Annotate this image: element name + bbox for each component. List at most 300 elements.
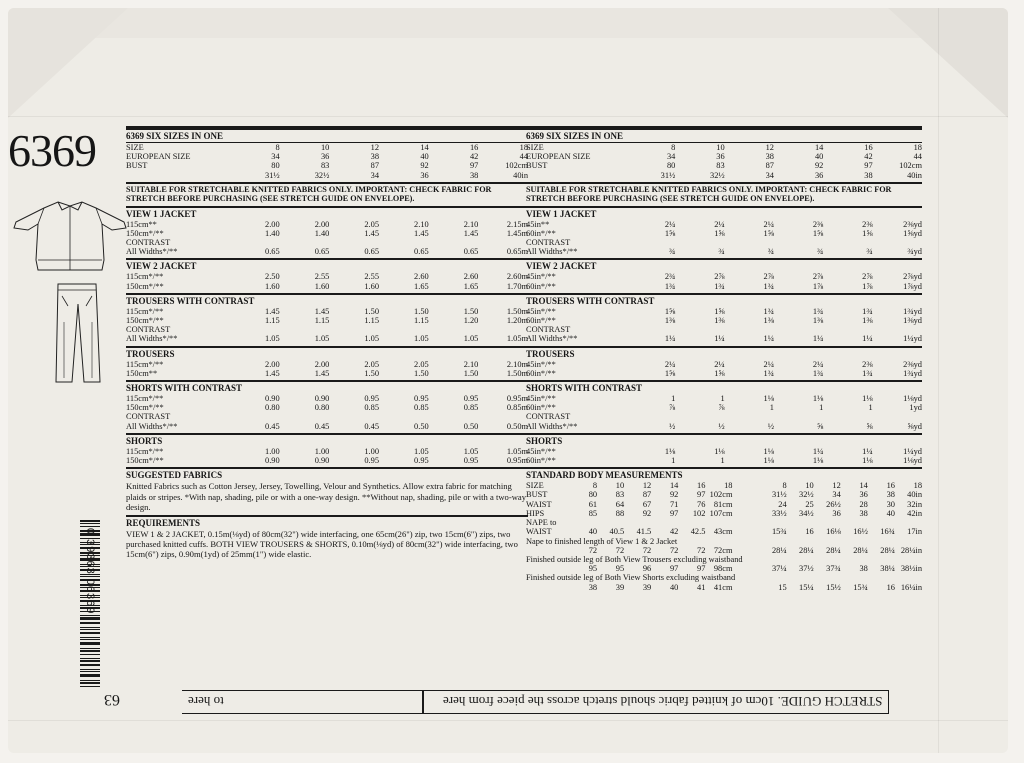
row-label: 60in*/** — [526, 228, 556, 238]
row-values — [626, 394, 922, 403]
row-values — [626, 229, 922, 238]
envelope-left-flap — [8, 8, 128, 118]
cell-value: 1⅝ — [862, 228, 873, 238]
cell-value: 28¼ — [826, 545, 841, 555]
cell-value: 0.95 — [414, 456, 429, 466]
table-row — [126, 307, 528, 316]
cell-value: 38 — [864, 170, 873, 180]
row-label: HIPS — [526, 508, 545, 518]
table-row — [526, 161, 922, 170]
table-row — [126, 272, 528, 281]
cell-value: 37¾ — [826, 564, 841, 574]
stretch-guide-text: STRETCH GUIDE. 10cm of knitted fabric should stretch across the piece from here — [442, 694, 882, 709]
cell-value: 38 — [765, 152, 774, 162]
section-title: SHORTS — [126, 433, 528, 447]
cell-value: 16¼in — [900, 582, 923, 592]
cell-value: 2⅜ — [812, 219, 824, 229]
cell-value: 1⅝ — [763, 228, 774, 238]
cell-value: 0.45 — [314, 421, 330, 431]
table-row — [526, 360, 922, 369]
cell-value: 1¾ — [664, 281, 676, 291]
cell-value: 1.15 — [414, 316, 429, 326]
cell-value: 95 — [588, 564, 598, 574]
cell-value: 0.50 — [414, 421, 429, 431]
cell-value: 8 — [782, 481, 787, 491]
cell-value: ⅝ — [817, 421, 824, 431]
cell-value: 40 — [588, 527, 598, 537]
row-label: BUST — [126, 161, 148, 171]
barcode-bar — [80, 658, 100, 659]
cell-value: 17in — [907, 527, 923, 537]
cell-value: 1.70m — [506, 281, 529, 291]
cell-value: 16½ — [853, 527, 868, 537]
cell-value: 67 — [642, 499, 652, 509]
row-values — [626, 161, 922, 170]
cell-value: 2.55 — [364, 272, 380, 282]
cell-value: 16 — [697, 481, 706, 491]
cell-value: 98cm — [713, 564, 733, 574]
row-values — [626, 422, 922, 431]
cell-value: 1.60 — [265, 281, 280, 291]
cell-value: 2⅞ — [862, 272, 873, 282]
section-title: TROUSERS WITH CONTRAST — [126, 293, 528, 307]
row-values — [626, 247, 922, 256]
cell-value: 40in — [513, 170, 529, 180]
cell-value: 41.5 — [636, 527, 652, 537]
stretch-guide-divider — [422, 691, 424, 713]
barcode-digits: 0 39363 06369 — [84, 528, 96, 615]
cell-value: 2⅜yd — [903, 359, 922, 369]
row-label: WAIST — [526, 527, 552, 537]
cell-value: 26½ — [826, 499, 841, 509]
cell-value: 0.50m — [506, 421, 529, 431]
barcode-bar — [80, 680, 100, 681]
row-values — [230, 334, 528, 343]
cell-value: 0.80 — [314, 403, 330, 413]
cell-value: 61 — [588, 499, 598, 509]
section-body — [126, 447, 528, 465]
cell-value: 2.00 — [265, 359, 280, 369]
cell-value: 1⅞yd — [903, 281, 922, 291]
section-title: TROUSERS WITH CONTRAST — [526, 293, 922, 307]
table-row — [526, 143, 922, 152]
barcode-bar — [80, 660, 100, 662]
cell-value: 28¼ — [799, 545, 814, 555]
cell-value: 2.10m — [506, 359, 529, 369]
cell-value: 0.90 — [265, 456, 280, 466]
barcode-bar — [80, 686, 100, 687]
cell-value: ½ — [718, 421, 725, 431]
cell-value: 1.45 — [463, 228, 479, 238]
row-label: 45in*/** — [526, 394, 556, 404]
cell-value: 34½ — [799, 508, 814, 518]
cell-value: 1.00 — [364, 446, 380, 456]
cell-value: 2.50 — [265, 272, 280, 282]
row-values — [230, 412, 528, 421]
cell-value: 1⅛ — [812, 456, 824, 466]
cell-value: 24 — [778, 499, 787, 509]
cell-value: 32½ — [314, 170, 330, 180]
cell-value: 36 — [859, 490, 868, 500]
cell-value: 1.45 — [414, 228, 429, 238]
cell-value: 2⅞ — [763, 272, 774, 282]
cell-value: 2.00 — [314, 219, 330, 229]
table-row — [526, 247, 922, 256]
cell-value: 97 — [669, 508, 679, 518]
cell-value: 71 — [669, 499, 679, 509]
cell-value: 1⅞ — [812, 281, 824, 291]
cell-value: 0.80 — [265, 403, 280, 413]
barcode-bar — [80, 523, 100, 524]
cell-value: 42.5 — [690, 527, 706, 537]
cell-value: 83 — [615, 490, 625, 500]
table-row — [126, 422, 528, 431]
cell-value: 1⅝ — [664, 228, 676, 238]
cell-value: 88 — [615, 508, 625, 518]
cell-value: 1.60 — [314, 281, 330, 291]
cell-value: 0.45 — [364, 421, 380, 431]
cell-value: 72 — [642, 545, 652, 555]
cell-value: 2⅜yd — [903, 219, 922, 229]
cell-value: 2⅜ — [862, 219, 873, 229]
row-label: 60in*/** — [526, 281, 556, 291]
cell-value: 72cm — [713, 545, 733, 555]
cell-value: 2.60 — [414, 272, 429, 282]
cell-value: 2.05 — [364, 359, 380, 369]
table-row — [126, 161, 528, 170]
cell-value: 10 — [805, 481, 814, 491]
row-label: All Widths*/** — [126, 421, 178, 431]
cell-value: 1¼yd — [903, 334, 922, 344]
cell-value: 0.85 — [414, 403, 429, 413]
table-row — [126, 171, 528, 180]
cell-value — [732, 546, 759, 555]
barcode-bar — [80, 642, 100, 645]
barcode-bar — [80, 669, 100, 670]
cell-value: 1¾yd — [903, 306, 922, 316]
table-row — [526, 325, 922, 334]
row-label: WAIST — [526, 499, 552, 509]
cell-value: 16 — [864, 143, 873, 152]
cell-value: 2¼ — [763, 359, 774, 369]
section-body — [526, 307, 922, 344]
cell-value: 2.10 — [463, 219, 479, 229]
cell-value: 81cm — [713, 499, 733, 509]
row-label — [526, 171, 626, 180]
cell-value: 2¾ — [664, 272, 676, 282]
cell-value: 1¾ — [763, 368, 774, 378]
cell-value: 1.40 — [314, 228, 330, 238]
section-body — [526, 220, 922, 257]
barcode-bar — [80, 671, 100, 672]
row-values — [626, 369, 922, 378]
row-label: CONTRAST — [526, 325, 571, 335]
cell-value: 1.05 — [463, 446, 479, 456]
cell-value: ¾ — [817, 247, 824, 257]
cell-value — [732, 500, 759, 509]
row-label: 60in*/** — [526, 403, 556, 413]
row-values — [626, 412, 922, 421]
cell-value: 1.05 — [414, 446, 429, 456]
row-values — [626, 238, 922, 247]
cell-value: 0.85 — [463, 403, 479, 413]
cell-value: 14 — [420, 143, 429, 152]
stretch-notice: SUITABLE FOR STRETCHABLE KNITTED FABRICS ONLY. IMPORTANT: CHECK FABRIC FOR STRETCH BEFORE PURCHASING (SEE STRETCH GUIDE ON ENVELOPE). — [126, 182, 528, 204]
cell-value: 18 — [724, 481, 733, 491]
cell-value: 1⅛ — [763, 446, 774, 456]
cell-value: 95 — [615, 564, 625, 574]
cell-value: 1 — [720, 394, 725, 404]
table-row — [526, 412, 922, 421]
cell-value: 1⅛yd — [903, 456, 922, 466]
row-label: 45in*/** — [526, 306, 556, 316]
row-values — [230, 422, 528, 431]
cell-value: 1 — [720, 456, 725, 466]
page-mark: 63 — [104, 691, 120, 708]
section-title: VIEW 1 JACKET — [526, 206, 922, 220]
cell-value: 39 — [615, 582, 625, 592]
row-label: 115cm*/** — [126, 394, 164, 404]
cell-value: 1¼ — [862, 334, 873, 344]
cell-value: 72 — [697, 545, 706, 555]
row-values — [626, 334, 922, 343]
cell-value: 1¾ — [763, 281, 774, 291]
row-values — [626, 272, 922, 281]
cell-value: 1.45 — [364, 228, 380, 238]
cell-value: 33½ — [771, 508, 787, 518]
measurement-row — [526, 583, 922, 592]
section-body — [126, 272, 528, 290]
cell-value: ½ — [767, 421, 774, 431]
row-values — [570, 518, 922, 527]
cell-value: 15½ — [826, 582, 841, 592]
cell-value: 2¼ — [714, 359, 725, 369]
row-values — [230, 456, 528, 465]
cell-value: 1.20m — [506, 316, 529, 326]
cell-value: 1¾ — [714, 281, 725, 291]
section-title: VIEW 2 JACKET — [126, 258, 528, 272]
row-values — [570, 546, 922, 555]
cell-value: 34 — [271, 152, 280, 162]
cell-value: 1.45 — [265, 306, 280, 316]
header-rule — [126, 126, 528, 130]
cell-value: 2.60m — [506, 272, 529, 282]
chart-title: 6369 SIX SIZES IN ONE — [126, 131, 528, 143]
cell-value: 87 — [765, 161, 774, 171]
row-values — [570, 509, 922, 518]
section-body — [526, 272, 922, 290]
cell-value — [732, 564, 759, 573]
cell-value: 0.90 — [314, 456, 330, 466]
cell-value: 40.5 — [609, 527, 625, 537]
cell-value: 12 — [642, 481, 652, 491]
cell-value: 1.50m — [506, 306, 529, 316]
cell-value: 2⅜ — [862, 359, 873, 369]
row-values — [230, 272, 528, 281]
imperial-yardage-chart — [526, 126, 922, 592]
cell-value: ⅝yd — [907, 421, 922, 431]
cell-value: 72 — [588, 545, 598, 555]
cell-value: 97 — [864, 161, 873, 171]
barcode-bar — [80, 639, 100, 640]
cell-value: 38 — [859, 508, 868, 518]
cell-value: 0.95 — [364, 456, 380, 466]
cell-value: 16 — [469, 143, 479, 152]
cell-value: 1.45m — [506, 228, 529, 238]
table-row — [526, 220, 922, 229]
pattern-number: 6369 — [8, 125, 96, 176]
cell-value: 76 — [697, 499, 706, 509]
row-label: 45in** — [526, 219, 550, 229]
row-values — [626, 325, 922, 334]
cell-value: 2.60 — [463, 272, 479, 282]
table-row — [126, 369, 528, 378]
cell-value: 32in — [907, 499, 923, 509]
section-body — [126, 394, 528, 431]
cell-value: 32½ — [710, 170, 725, 180]
cell-value: 36 — [814, 170, 824, 180]
row-label: 45in*/** — [526, 359, 556, 369]
row-label: 150cm*/** — [126, 456, 164, 466]
suggested-fabrics-text: Knitted Fabrics such as Cotton Jersey, Jersey, Towelling, Velour and Synthetics. Allow extra fabric for matching plaids or stripes. *With nap, shading, pile or with a one-way design. **Without nap, shading, pile or with a two-way design. — [126, 481, 527, 513]
cell-value: 1.50 — [364, 306, 380, 316]
row-values — [570, 481, 922, 490]
cell-value: 1.05m — [506, 446, 529, 456]
cell-value: 0.95 — [463, 394, 479, 404]
stretch-guide-end-label: to here — [188, 694, 224, 709]
header-rule — [526, 126, 922, 130]
stretch-notice: SUITABLE FOR STRETCHABLE KNITTED FABRICS ONLY. IMPORTANT: CHECK FABRIC FOR STRETCH BEFORE PURCHASING (SEE STRETCH GUIDE ON ENVELOPE). — [526, 182, 922, 204]
table-row — [126, 238, 528, 247]
cell-value: 1¼ — [862, 446, 873, 456]
row-values — [626, 456, 922, 465]
cell-value: 10 — [320, 143, 330, 152]
cell-value — [732, 490, 759, 499]
cell-value: ¾ — [866, 247, 873, 257]
cell-value: 36 — [420, 170, 429, 180]
cell-value: 1.65 — [463, 281, 479, 291]
measurement-row — [526, 500, 922, 509]
cell-value: 2.10 — [414, 219, 429, 229]
row-label: 150cm*/** — [126, 403, 164, 413]
cell-value: 42 — [669, 527, 679, 537]
cell-value: 1¾ — [862, 368, 873, 378]
cell-value: 1 — [671, 394, 676, 404]
cell-value: 41 — [697, 582, 706, 592]
cell-value: 0.95 — [463, 456, 479, 466]
cell-value: 43cm — [713, 527, 733, 537]
row-label: CONTRAST — [126, 238, 171, 248]
section-title: TROUSERS — [526, 346, 922, 360]
row-label: SIZE — [526, 481, 544, 491]
cell-value: 1.50 — [364, 368, 380, 378]
row-values — [230, 325, 528, 334]
barcode-bar — [80, 629, 100, 630]
cell-value: 14 — [669, 481, 679, 491]
row-label: NAPE to — [526, 518, 557, 528]
cell-value: 72 — [669, 545, 679, 555]
row-label: 115cm*/** — [126, 359, 164, 369]
cell-value: 102cm — [709, 490, 733, 500]
table-row — [126, 412, 528, 421]
row-values — [626, 447, 922, 456]
cell-value: 97 — [697, 490, 706, 500]
cell-value: ½ — [669, 421, 676, 431]
cell-value: 15 — [778, 582, 787, 592]
row-label: 115cm*/** — [126, 446, 164, 456]
cell-value: 2.55 — [314, 272, 330, 282]
row-label: CONTRAST — [526, 412, 571, 422]
section-title: VIEW 1 JACKET — [126, 206, 528, 220]
table-row — [526, 456, 922, 465]
table-row — [126, 247, 528, 256]
row-label: All Widths*/** — [126, 334, 178, 344]
row-label: 150cm*/** — [126, 316, 164, 326]
cell-value: 0.65 — [364, 247, 380, 257]
row-label — [526, 564, 570, 573]
cell-value: 12 — [832, 481, 841, 491]
cell-value: 1¼ — [763, 334, 774, 344]
cell-value: 0.95m — [506, 456, 529, 466]
metric-yardage-chart — [126, 126, 528, 560]
cell-value: 14 — [814, 143, 824, 152]
cell-value: 1⅞ — [862, 281, 873, 291]
cell-value: 1.45 — [314, 368, 330, 378]
cell-value: 34 — [765, 170, 774, 180]
cell-value: 38½in — [900, 564, 923, 574]
cell-value: 8 — [592, 481, 598, 491]
cell-value: 16⅛ — [826, 527, 841, 537]
barcode-bar — [80, 632, 100, 634]
table-row — [126, 316, 528, 325]
cell-value: 92 — [669, 490, 679, 500]
row-label: BUST — [526, 161, 548, 171]
row-values — [230, 238, 528, 247]
cell-value: 1⅝ — [714, 368, 725, 378]
table-row — [126, 360, 528, 369]
cell-value: 97 — [669, 564, 679, 574]
section-title: SHORTS WITH CONTRAST — [126, 380, 528, 394]
cell-value: 1yd — [909, 403, 922, 413]
cell-value: 1⅜yd — [903, 316, 922, 326]
cell-value: 1⅛ — [664, 446, 676, 456]
trousers-sketch — [50, 282, 106, 386]
cell-value: 1¾ — [862, 306, 873, 316]
section-title: SHORTS — [526, 433, 922, 447]
cell-value: 10 — [615, 481, 625, 491]
row-values — [230, 316, 528, 325]
section-body — [126, 360, 528, 378]
fold-crease — [8, 116, 1008, 117]
cell-value: 2¼ — [664, 359, 676, 369]
row-label: 115cm*/** — [126, 272, 164, 282]
cell-value: 32½ — [799, 490, 814, 500]
table-row — [526, 307, 922, 316]
row-label: EUROPEAN SIZE — [526, 152, 591, 162]
table-row — [126, 325, 528, 334]
cell-value: ⅞ — [718, 403, 725, 413]
cell-value: 30 — [886, 499, 895, 509]
row-label: EUROPEAN SIZE — [126, 152, 191, 162]
cell-value: 83 — [320, 161, 330, 171]
cell-value: 1.50 — [463, 306, 479, 316]
table-row — [126, 447, 528, 456]
barcode-bar — [80, 637, 100, 638]
cell-value: 0.85 — [364, 403, 380, 413]
cell-value: 15¾ — [853, 582, 868, 592]
cell-value: 97 — [697, 564, 706, 574]
cell-value: 16 — [886, 582, 895, 592]
